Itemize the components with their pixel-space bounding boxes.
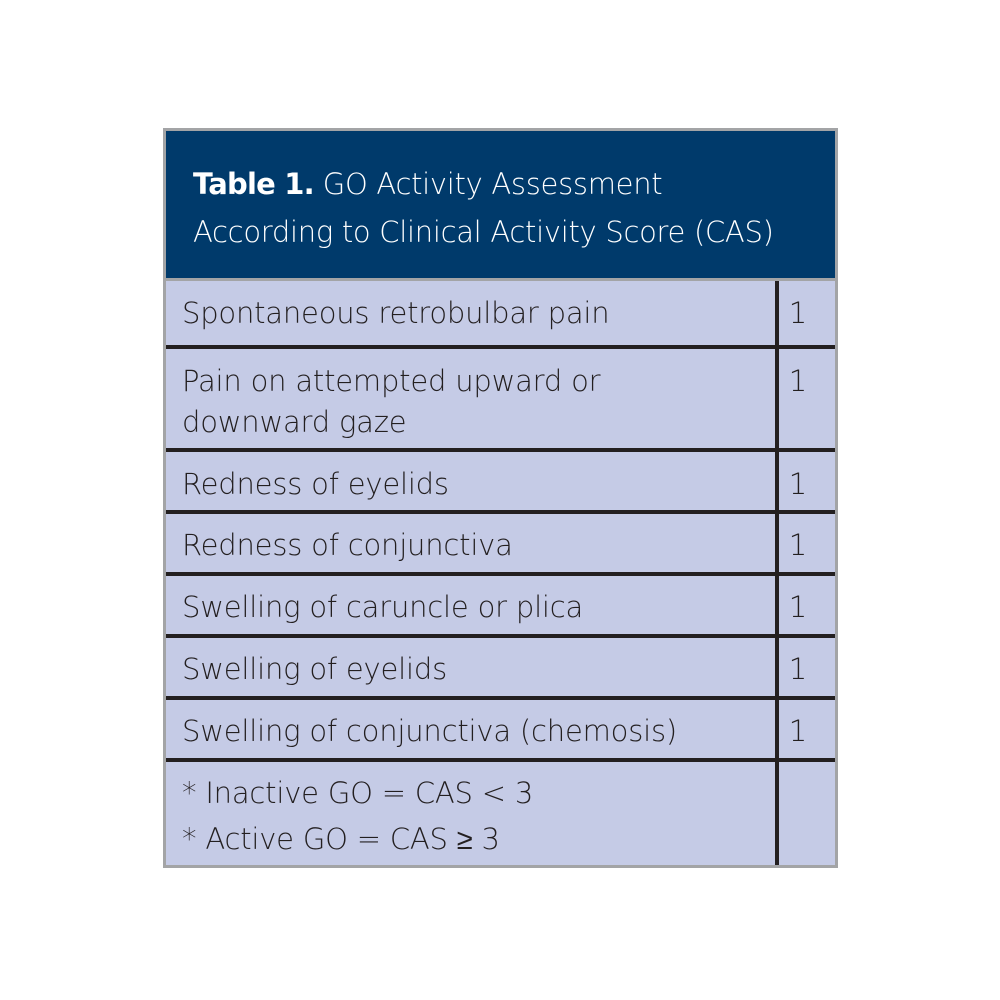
- cas-table: [163, 128, 838, 868]
- table-row: [166, 700, 835, 758]
- table-number: Table 1.: [193, 167, 314, 201]
- criterion-label: Pain on attempted upward or: [182, 364, 601, 398]
- footnote-active: * Active GO = CAS ≥ 3: [182, 822, 500, 856]
- footnote-inactive: * Inactive GO = CAS < 3: [182, 776, 534, 810]
- footnote-row: [166, 762, 835, 865]
- table-title-line-1: [193, 167, 662, 201]
- table-title-line-2: According to Clinical Activity Score (CAS): [193, 215, 774, 249]
- table-row: [166, 638, 835, 696]
- criterion-score: 1: [788, 590, 808, 624]
- table-row: [166, 452, 835, 510]
- criterion-label: Spontaneous retrobulbar pain: [182, 296, 610, 330]
- criterion-score: 1: [788, 467, 808, 501]
- table-header: [166, 131, 835, 281]
- criterion-score: 1: [788, 714, 808, 748]
- table-row: [166, 576, 835, 634]
- criterion-label: Redness of conjunctiva: [182, 528, 513, 562]
- criterion-label: Swelling of caruncle or plica: [182, 590, 584, 624]
- criterion-score: 1: [788, 364, 808, 398]
- criterion-score: 1: [788, 652, 808, 686]
- criterion-label: Redness of eyelids: [182, 467, 449, 501]
- criterion-label-cont: downward gaze: [182, 405, 407, 439]
- table-row: [166, 349, 835, 448]
- criterion-label: Swelling of conjunctiva (chemosis): [182, 714, 677, 748]
- table-row: [166, 514, 835, 572]
- table-title-text: GO Activity Assessment: [313, 167, 663, 201]
- criterion-label: Swelling of eyelids: [182, 652, 447, 686]
- table-row: [166, 281, 835, 345]
- criterion-score: 1: [788, 528, 808, 562]
- column-divider: [775, 281, 779, 865]
- criterion-score: 1: [788, 296, 808, 330]
